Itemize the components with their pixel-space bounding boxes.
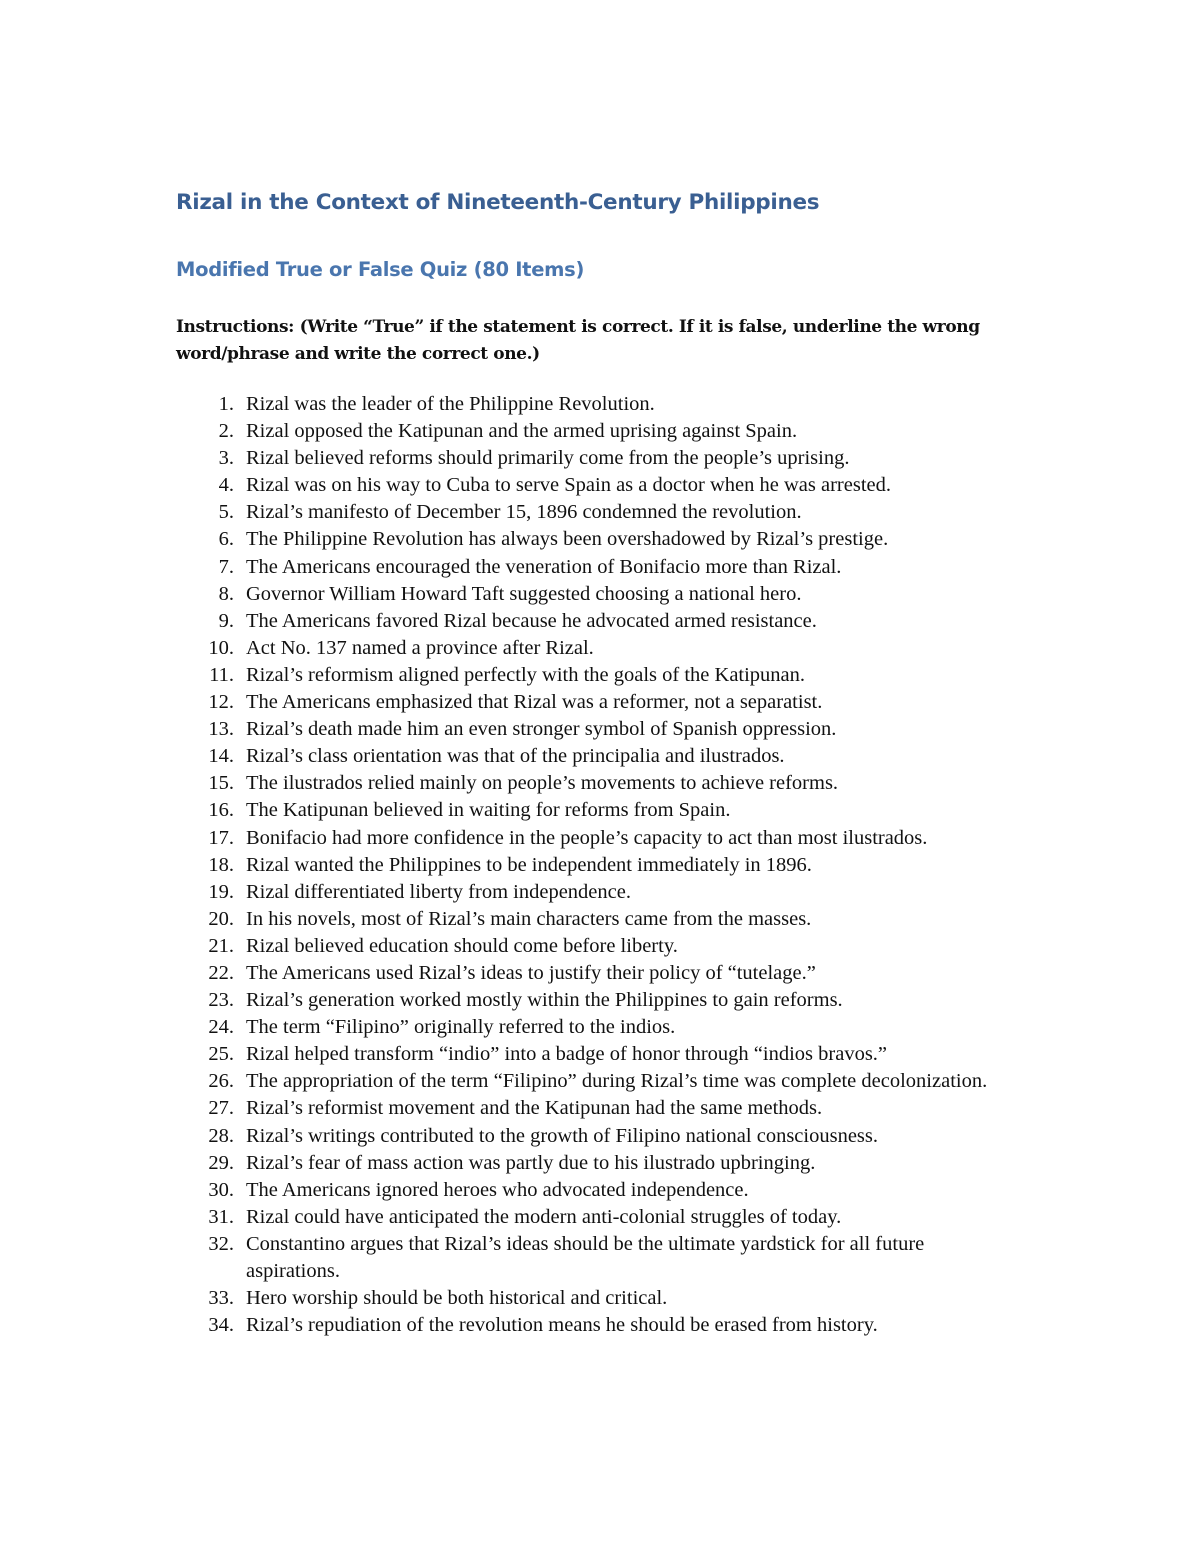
quiz-item [176, 797, 1006, 824]
quiz-item-text: Rizal believed reforms should primarily come from the people’s uprising. [246, 447, 850, 470]
quiz-item-text: Rizal believed education should come before liberty. [246, 934, 678, 957]
quiz-item [176, 526, 1006, 553]
quiz-item-text: Act No. 137 named a province after Rizal. [246, 636, 594, 659]
quiz-item-number: 16. [208, 799, 234, 822]
quiz-item-text: The Americans favored Rizal because he advocated armed resistance. [246, 609, 817, 632]
quiz-item-text: Rizal’s generation worked mostly within the Philippines to gain reforms. [246, 989, 843, 1012]
quiz-item [176, 1041, 1006, 1068]
quiz-item-text: Rizal’s death made him an even stronger symbol of Spanish oppression. [246, 718, 837, 741]
quiz-item [176, 933, 1006, 960]
quiz-item-text: Governor William Howard Taft suggested choosing a national hero. [246, 582, 802, 605]
quiz-item-number: 23. [208, 989, 234, 1012]
quiz-item-text: Rizal wanted the Philippines to be independent immediately in 1896. [246, 853, 812, 876]
quiz-item-text: Constantino argues that Rizal’s ideas should be the ultimate yardstick for all future aspirations. [246, 1232, 925, 1282]
quiz-item-text: Rizal’s writings contributed to the growth of Filipino national consciousness. [246, 1124, 879, 1147]
quiz-item-text: Rizal’s reformism aligned perfectly with the goals of the Katipunan. [246, 663, 806, 686]
quiz-item-text: The Americans ignored heroes who advocated independence. [246, 1178, 749, 1201]
quiz-item-text: Rizal’s reformist movement and the Katipunan had the same methods. [246, 1097, 823, 1120]
quiz-item-number: 12. [208, 691, 234, 714]
quiz-item-text: Hero worship should be both historical and critical. [246, 1287, 668, 1310]
quiz-item-text: Rizal helped transform “indio” into a badge of honor through “indios bravos.” [246, 1043, 888, 1066]
quiz-item [176, 1068, 1006, 1095]
quiz-item-number: 3. [218, 447, 234, 470]
quiz-item-text: The term “Filipino” originally referred to the indios. [246, 1016, 676, 1039]
quiz-item [176, 1312, 1006, 1339]
quiz-items-list [176, 391, 1006, 1339]
quiz-item [176, 445, 1006, 472]
quiz-item [176, 608, 1006, 635]
quiz-item-number: 32. [208, 1232, 234, 1255]
quiz-item-text: Rizal opposed the Katipunan and the armed uprising against Spain. [246, 420, 798, 443]
quiz-item-number: 29. [208, 1151, 234, 1174]
quiz-item-number: 8. [218, 582, 234, 605]
quiz-item-text: Rizal was on his way to Cuba to serve Spain as a doctor when he was arrested. [246, 474, 892, 497]
quiz-item-number: 30. [208, 1178, 234, 1201]
quiz-item-text: The Americans emphasized that Rizal was a reformer, not a separatist. [246, 691, 823, 714]
quiz-item-number: 27. [208, 1097, 234, 1120]
quiz-item-text: The Philippine Revolution has always been overshadowed by Rizal’s prestige. [246, 528, 889, 551]
quiz-item-number: 21. [208, 934, 234, 957]
quiz-item [176, 689, 1006, 716]
quiz-item-text: The Americans encouraged the veneration of Bonifacio more than Rizal. [246, 555, 842, 578]
quiz-item [176, 743, 1006, 770]
quiz-item-number: 18. [208, 853, 234, 876]
quiz-item [176, 554, 1006, 581]
quiz-item [176, 635, 1006, 662]
quiz-item [176, 391, 1006, 418]
quiz-item-number: 20. [208, 907, 234, 930]
quiz-item [176, 1150, 1006, 1177]
quiz-item-number: 4. [218, 474, 234, 497]
quiz-item-number: 25. [208, 1043, 234, 1066]
quiz-item-number: 11. [209, 663, 234, 686]
quiz-item-number: 28. [208, 1124, 234, 1147]
quiz-item [176, 1014, 1006, 1041]
quiz-item [176, 1123, 1006, 1150]
quiz-item [176, 499, 1006, 526]
document-title: Rizal in the Context of Nineteenth-Century Philippines [176, 190, 820, 215]
quiz-item-number: 6. [218, 528, 234, 551]
quiz-item [176, 716, 1006, 743]
quiz-item [176, 472, 1006, 499]
quiz-item [176, 960, 1006, 987]
quiz-item-number: 24. [208, 1016, 234, 1039]
quiz-item-number: 2. [218, 420, 234, 443]
quiz-item-text: Rizal’s fear of mass action was partly due to his ilustrado upbringing. [246, 1151, 816, 1174]
quiz-item [176, 1231, 1006, 1285]
quiz-item [176, 1177, 1006, 1204]
quiz-item-text: Rizal was the leader of the Philippine Revolution. [246, 393, 655, 415]
quiz-subtitle: Modified True or False Quiz (80 Items) [176, 258, 585, 281]
quiz-item [176, 852, 1006, 879]
quiz-item-number: 10. [208, 636, 234, 659]
quiz-item [176, 581, 1006, 608]
quiz-item-number: 26. [208, 1070, 234, 1093]
quiz-item-number: 9. [218, 609, 234, 632]
quiz-item-number: 7. [218, 555, 234, 578]
quiz-item-text: The Katipunan believed in waiting for reforms from Spain. [246, 799, 731, 822]
quiz-item [176, 1204, 1006, 1231]
quiz-instructions: Instructions: (Write “True” if the statement is correct. If it is false, underline the wrong word/phrase and write the correct one.) [176, 317, 980, 364]
quiz-item-text: Rizal’s repudiation of the revolution means he should be erased from history. [246, 1314, 878, 1337]
quiz-item-text: Bonifacio had more confidence in the people’s capacity to act than most ilustrados. [246, 826, 928, 849]
quiz-item-number: 34. [208, 1314, 234, 1337]
quiz-item-number: 22. [208, 961, 234, 984]
quiz-item [176, 906, 1006, 933]
quiz-item [176, 1285, 1006, 1312]
quiz-item [176, 879, 1006, 906]
quiz-item-number: 1. [218, 393, 234, 415]
quiz-item-number: 31. [208, 1205, 234, 1228]
quiz-item-number: 17. [208, 826, 234, 849]
quiz-item [176, 987, 1006, 1014]
quiz-item-number: 5. [218, 501, 234, 524]
quiz-item [176, 825, 1006, 852]
quiz-item-text: The appropriation of the term “Filipino” during Rizal’s time was complete decolonization. [246, 1070, 988, 1093]
quiz-item-text: Rizal differentiated liberty from independence. [246, 880, 631, 903]
quiz-item-text: In his novels, most of Rizal’s main characters came from the masses. [246, 907, 812, 930]
quiz-item [176, 418, 1006, 445]
quiz-item-text: Rizal could have anticipated the modern anti-colonial struggles of today. [246, 1205, 842, 1228]
quiz-item [176, 662, 1006, 689]
quiz-item-text: The Americans used Rizal’s ideas to justify their policy of “tutelage.” [246, 961, 816, 984]
quiz-item-number: 15. [208, 772, 234, 795]
quiz-item [176, 770, 1006, 797]
quiz-item-text: Rizal’s manifesto of December 15, 1896 condemned the revolution. [246, 501, 802, 524]
quiz-item-number: 33. [208, 1287, 234, 1310]
quiz-item-number: 14. [208, 745, 234, 768]
quiz-item [176, 1095, 1006, 1122]
quiz-item-number: 13. [208, 718, 234, 741]
quiz-item-number: 19. [208, 880, 234, 903]
quiz-item-text: Rizal’s class orientation was that of the principalia and ilustrados. [246, 745, 785, 768]
quiz-item-text: The ilustrados relied mainly on people’s movements to achieve reforms. [246, 772, 839, 795]
